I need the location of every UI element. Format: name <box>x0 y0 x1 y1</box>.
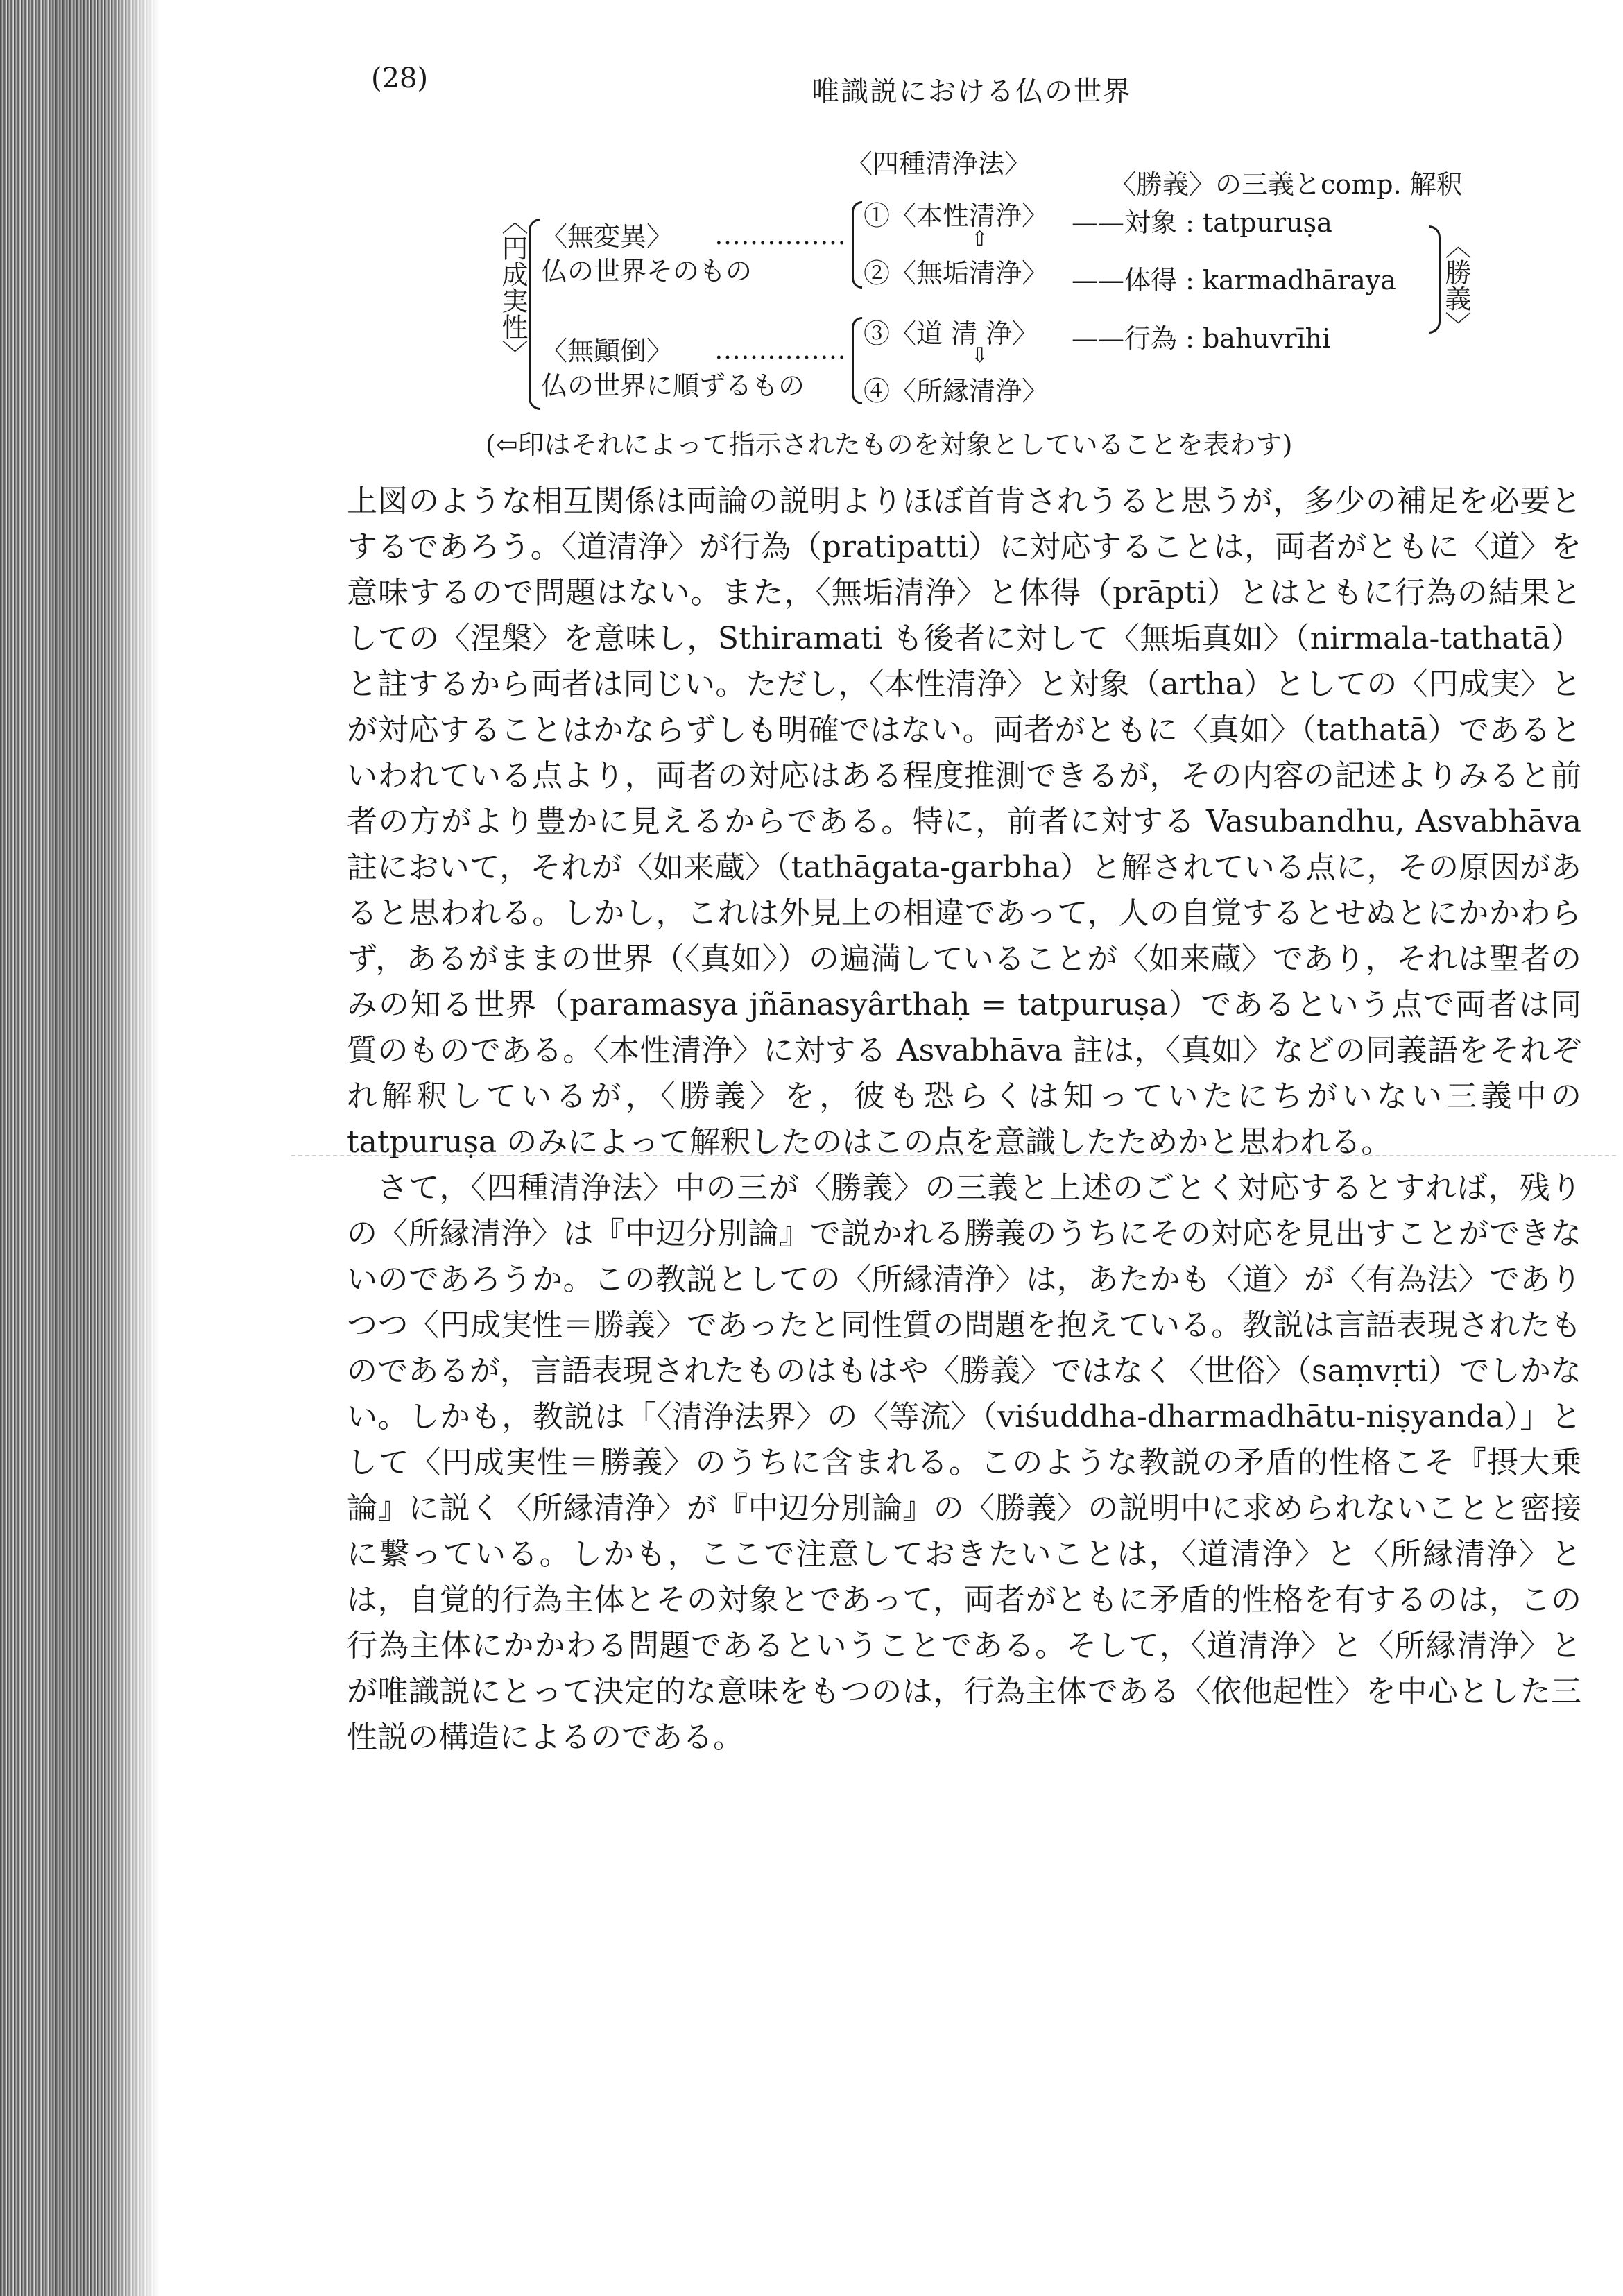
group1-brace <box>852 201 862 289</box>
vertical-label-parinispanna: 〈円成実性〉 <box>497 208 528 366</box>
diagram-heading-four-purities: 〈四種清浄法〉 <box>846 148 1031 179</box>
item-2-mapping: ——体得 : karmadhāraya <box>1072 265 1396 295</box>
page-number: (28) <box>371 62 429 94</box>
diagram-caption: (⇦印はそれによって指示されたものを対象としていることを表わす) <box>486 429 1293 460</box>
group2-subtitle: 仏の世界に順ずるもの <box>541 370 805 401</box>
arrow-up-icon: ⇧ <box>971 227 989 251</box>
group1-subtitle: 仏の世界そのもの <box>541 256 753 286</box>
item-2-label: ②〈無垢清浄〉 <box>864 258 1049 289</box>
item-1-mapping: ——対象 : tatpuruṣa <box>1072 207 1332 238</box>
right-brace <box>1429 225 1441 334</box>
body-text <box>347 479 1581 1760</box>
paragraph-2: さて，〈四種清浄法〉中の三が〈勝義〉の三義と上述のごとく対応するとすれば，残りの〈所縁清浄〉は『中辺分別論』で説かれる勝義のうちにその対応を見出すことができないのであろうか。この教説としての〈所縁清浄〉は，あたかも〈道〉が〈有為法〉でありつつ〈円成実性＝勝義〉であったと同性質の問題を抱えている。教説は言語表現されたものであるが，言語表現されたものはもはや〈勝義〉ではなく〈世俗〉（saṃvṛti）でしかない。しかも，教説は「〈清浄法界〉の〈等流〉（viśuddha-dharmadhātu-niṣyanda）」として〈円成実性＝勝義〉のうちに含まれる。このような教説の矛盾的性格こそ『摂大乗論』に説く〈所縁清浄〉が『中辺分別論』の〈勝義〉の説明中に求められないことと密接に繋っている。しかも，ここで注意しておきたいことは，〈道清浄〉と〈所縁清浄〉とは，自覚的行為主体とその対象とであって，両者がともに矛盾的性格を有するのは，この行為主体にかかわる問題であるということである。そして，〈道清浄〉と〈所縁清浄〉とが唯識説にとって決定的な意味をもつのは，行為主体である〈依他起性〉を中心とした三性説の構造によるのである。 <box>347 1170 1581 1755</box>
vertical-label-paramartha: 〈勝義〉 <box>1441 232 1471 338</box>
scan-fold-line <box>291 1155 1616 1156</box>
group2-title: 〈無顚倒〉 <box>541 336 673 366</box>
group2-dots: …………… <box>714 334 846 365</box>
arrow-down-icon: ⇩ <box>971 343 989 368</box>
group1-dots: …………… <box>714 220 846 250</box>
paragraph-1: 上図のような相互関係は両論の説明よりほぼ首肯されうると思うが，多少の補足を必要とするであろう。〈道清浄〉が行為（pratipatti）に対応することは，両者がともに〈道〉を意味するので問題はない。また，〈無垢清浄〉と体得（prāpti）とはともに行為の結果としての〈涅槃〉を意味し，Sthiramati も後者に対して〈無垢真如〉（nirmala-tathatā）と註するから両者は同じい。ただし，〈本性清浄〉と対象（artha）としての〈円成実〉とが対応することはかならずしも明確ではない。両者がともに〈真如〉（tathatā）であるといわれている点より，両者の対応はある程度推測できるが，その内容の記述よりみると前者の方がより豊かに見えるからである。特に，前者に対する Vasubandhu, Asvabhāva 註において，それが〈如来蔵〉（tathāgata-garbha）と解されている点に，その原因があると思われる。しかし，これは外見上の相違であって，人の自覚するとせぬとにかかわらず，あるがままの世界（〈真如〉）の遍満していることが〈如来蔵〉であり，それは聖者のみの知る世界（paramasya jñānasyârthaḥ = tatpuruṣa）であるという点で両者は同質のものである。〈本性清浄〉に対する Asvabhāva 註は，〈真如〉などの同義語をそれぞれ解釈しているが，〈勝義〉を，彼も恐らくは知っていたにちがいない三義中の tatpuruṣa のみによって解釈したのはこの点を意識したためかと思われる。 <box>347 483 1581 1160</box>
group2-brace <box>852 317 862 404</box>
running-title: 唯識説における仏の世界 <box>812 76 1132 108</box>
diagram-heading-paramartha: 〈勝義〉の三義とcomp. 解釈 <box>1110 169 1463 200</box>
classification-diagram <box>486 135 1512 434</box>
item-3-mapping: ——行為 : bahuvrīhi <box>1072 323 1331 354</box>
item-4-label: ④〈所縁清浄〉 <box>864 376 1049 406</box>
group1-title: 〈無変異〉 <box>541 221 673 252</box>
item-1-label: ①〈本性清浄〉 <box>864 200 1049 231</box>
left-brace <box>529 219 540 410</box>
item-3-label: ③〈道 清 浄〉 <box>864 318 1039 349</box>
spine-fade <box>104 0 160 2296</box>
